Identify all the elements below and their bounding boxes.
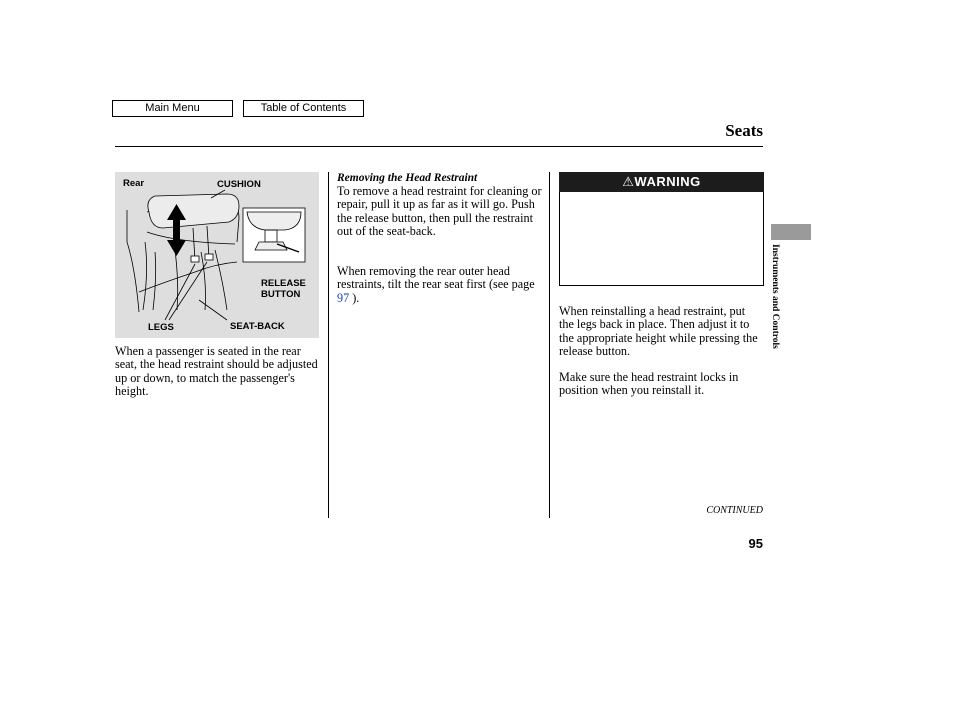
rear-outer-text-after: ). [349,290,360,305]
head-restraint-illustration [115,172,319,338]
seat-drawing [115,172,319,338]
page-title: Seats [725,121,763,140]
main-menu-button[interactable]: Main Menu [112,100,233,117]
warning-box [559,192,764,286]
remove-instructions-paragraph: To remove a head restraint for cleaning or repair, pull it up as far as it will go. Push the release button, then pull the restraint out of the seat-back. [337,184,542,239]
cushion-label: CUSHION [217,179,261,190]
release-button-label [261,278,306,300]
section-tab-text: Instruments and Controls [770,244,780,349]
page-number: 95 [748,536,763,551]
column-divider-left [328,172,329,518]
header-rule [115,146,763,147]
rear-outer-text-before: When removing the rear outer head restraints, tilt the rear seat first (see page [337,264,535,292]
locks-paragraph: Make sure the head restraint locks in position when you reinstall it. [559,370,739,398]
legs-label: LEGS [148,322,174,333]
warning-triangle-icon: ⚠ [622,174,635,189]
column-divider-right [549,172,550,518]
warning-label: WARNING [634,174,701,189]
seat-back-label: SEAT-BACK [230,321,285,332]
rear-label: Rear [123,178,145,189]
table-of-contents-button[interactable]: Table of Contents [243,100,364,117]
removing-head-restraint-heading: Removing the Head Restraint [337,172,478,184]
section-tab-label [765,244,785,374]
reinstall-paragraph: When reinstalling a head restraint, put the legs back in place. Then adjust it to the appropriate height while pressing the release button. [559,304,758,359]
section-tab [771,224,811,240]
page-97-link[interactable]: 97 [337,290,350,305]
continued-label: CONTINUED [706,505,763,516]
rear-outer-paragraph [337,265,547,305]
release-button-label-line1: RELEASE [261,278,306,289]
warning-header [559,172,764,192]
release-button-label-line2: BUTTON [261,289,301,300]
adjust-height-paragraph: When a passenger is seated in the rear seat, the head restraint should be adjusted up or down, to match the passenger's height. [115,344,318,399]
